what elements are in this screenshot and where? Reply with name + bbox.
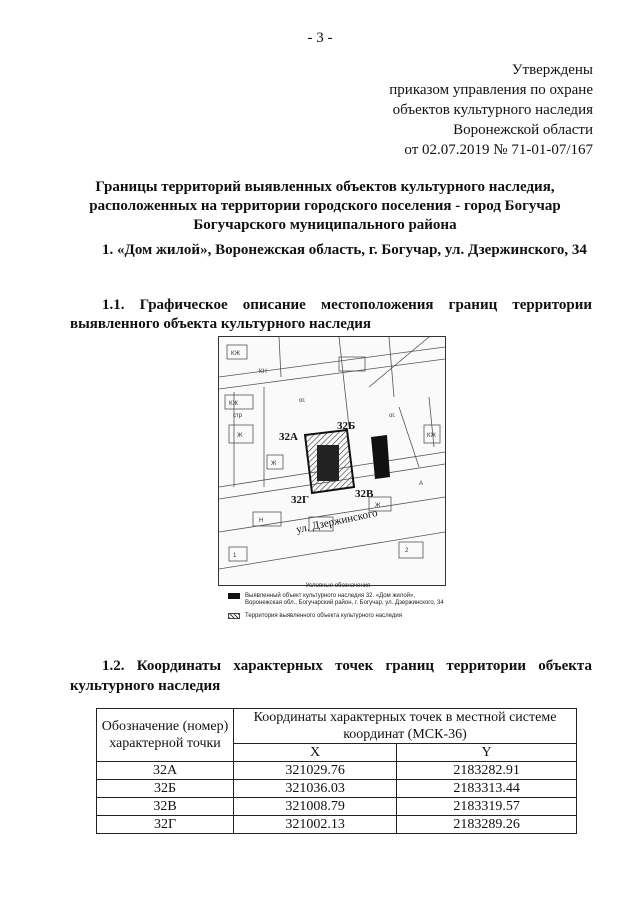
site-plan-map <box>218 336 446 586</box>
approval-line: Воронежской области <box>453 122 593 138</box>
street-label: ул. Дзержинского <box>295 506 379 536</box>
legend-text: Выявленный объект культурного наследия 32. «Дом жилой», Воронежская обл., Богучарский район, г. Богучар, ул. Дзержинского, 34 <box>245 593 444 606</box>
legend-swatch-object <box>228 593 240 599</box>
map-label: 1 <box>233 553 237 559</box>
point-label-32a: 32А <box>279 431 298 443</box>
approval-line: Утверждены <box>511 62 593 78</box>
coordinates-table <box>96 708 577 834</box>
page-number: - 3 - <box>307 30 333 46</box>
approval-block <box>273 60 593 160</box>
table-row <box>97 762 577 780</box>
approval-line: объектов культурного наследия <box>392 102 593 118</box>
legend-item <box>228 613 448 620</box>
approval-line: приказом управления по охране <box>389 82 593 98</box>
table-header-y: Y <box>397 744 577 762</box>
legend-title: Условные обозначения <box>305 583 371 589</box>
map-label: Ж <box>271 461 277 467</box>
map-label: 2 <box>405 548 409 554</box>
table-cell-point: 32Б <box>97 780 234 798</box>
table-cell-y: 2183313.44 <box>397 780 577 798</box>
table-cell-x: 321036.03 <box>234 780 397 798</box>
legend-text: Территория выявленного объекта культурного наследия <box>245 613 402 619</box>
heritage-building <box>317 445 339 481</box>
table-row <box>97 816 577 834</box>
map-label: ог. <box>389 413 396 419</box>
document-title: Границы территорий выявленных объектов культурного наследия, расположенных на территории городского поселения - город Богучар Богучарского муниципального района <box>89 179 561 233</box>
map-label: ог. <box>299 398 306 404</box>
table-cell-x: 321029.76 <box>234 762 397 780</box>
table-header-x: X <box>234 744 397 762</box>
approval-line: от 02.07.2019 № 71-01-07/167 <box>404 142 593 158</box>
point-label-32v: 32В <box>355 488 374 500</box>
neighbour-building <box>371 435 390 479</box>
map-legend <box>228 583 448 626</box>
table-cell-point: 32А <box>97 762 234 780</box>
table-cell-point: 32В <box>97 798 234 816</box>
site-plan-drawing <box>219 337 445 585</box>
table-row <box>97 780 577 798</box>
table-header-point: Обозначение (номер) характерной точки <box>97 709 234 762</box>
section-1-2-heading: 1.2. Координаты характерных точек границ территории объекта культурного наследия <box>70 658 592 694</box>
map-label: КЖ <box>231 351 241 357</box>
table-cell-y: 2183289.26 <box>397 816 577 834</box>
table-cell-point: 32Г <box>97 816 234 834</box>
map-label: Ж <box>237 433 243 439</box>
map-label: Ж <box>375 503 381 509</box>
section-1-heading: 1. «Дом жилой», Воронежская область, г. Богучар, ул. Дзержинского, 34 <box>102 242 587 258</box>
point-label-32b: 32Б <box>337 420 356 432</box>
point-label-32g: 32Г <box>291 494 309 506</box>
table-cell-y: 2183282.91 <box>397 762 577 780</box>
table-cell-x: 321002.13 <box>234 816 397 834</box>
legend-swatch-territory <box>228 613 240 619</box>
map-label: Н <box>259 518 264 524</box>
map-label: КН <box>259 369 267 375</box>
section-1-1-heading: 1.1. Графическое описание местоположения границ территории выявленного объекта культурного наследия <box>70 297 592 332</box>
map-label: КЖ <box>229 401 239 407</box>
table-row <box>97 798 577 816</box>
legend-item <box>228 593 448 607</box>
table-cell-x: 321008.79 <box>234 798 397 816</box>
map-label: А <box>419 481 424 487</box>
map-label: КЖ <box>427 433 437 439</box>
table-header-coords: Координаты характерных точек в местной системе координат (МСК-36) <box>234 709 577 744</box>
map-label: стр <box>233 413 243 419</box>
table-cell-y: 2183319.57 <box>397 798 577 816</box>
